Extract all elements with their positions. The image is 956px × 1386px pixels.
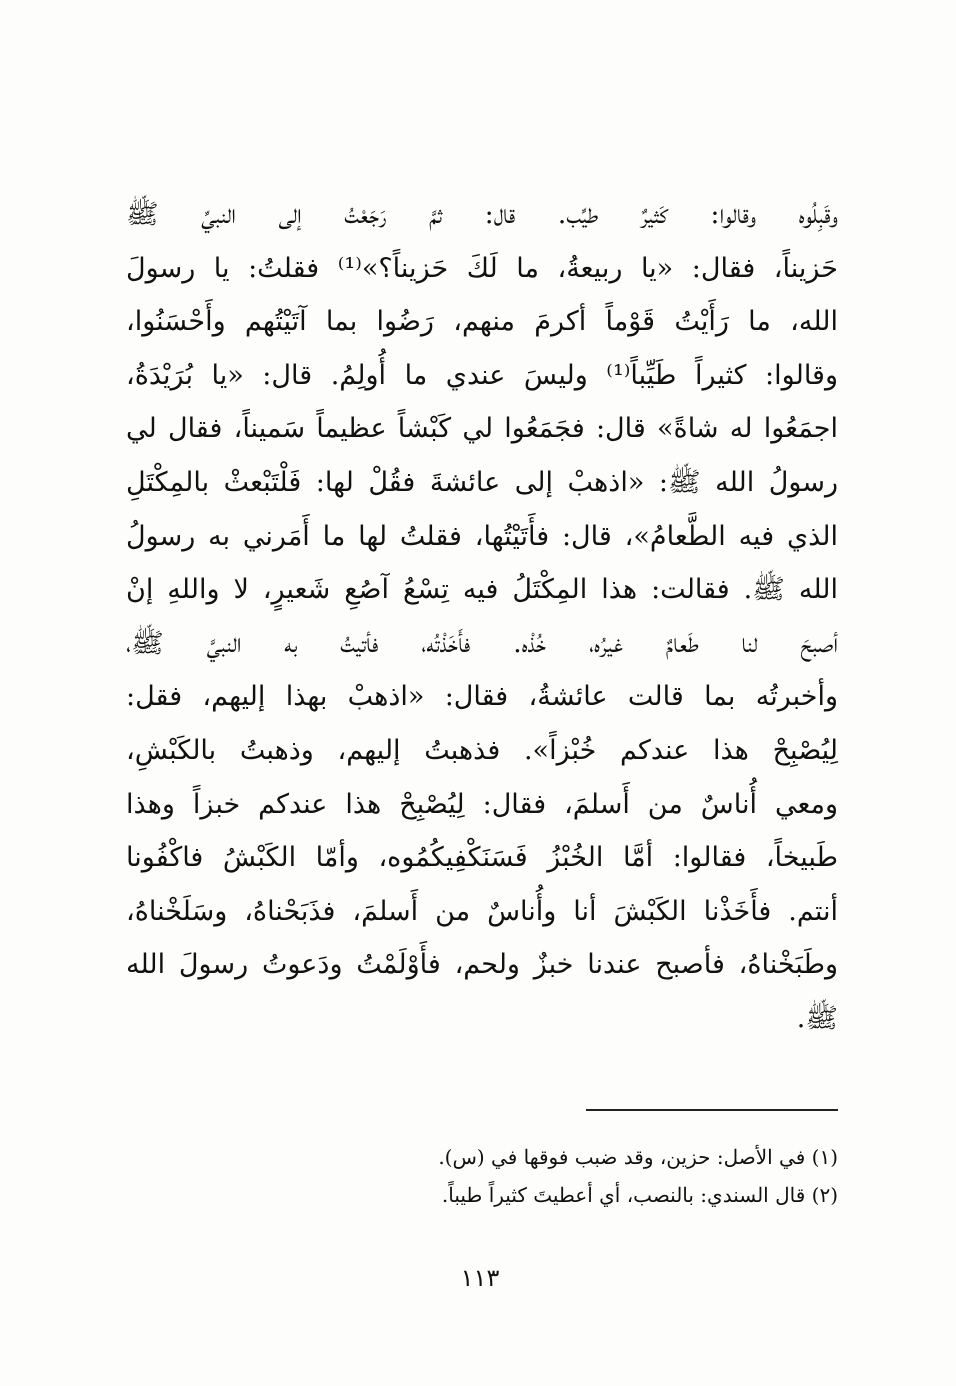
- text-line-11: لِيُصْبِحْ هذا عندكم خُبْزاً». فذهبتُ إليهم، وذهبتُ بالكَبْشِ،: [126, 734, 838, 766]
- main-text: [126, 188, 838, 1046]
- footnote-divider: [586, 1109, 838, 1111]
- text-line-13: طَبيخاً، فقالوا: أمَّا الخُبْزُ فَسَنَكْفِيكُمُوه، وأمّا الكَبْشُ فاكْفُونا: [126, 842, 838, 874]
- text-line-10: وأخبرتُه بما قالت عائشةُ، فقال: «اذهبْ بهذا إليهم، فقل:: [126, 681, 838, 713]
- text-line-4: وقالوا: كثيراً طَيِّباً⁽¹⁾ وليسَ عندي ما أُولِمُ. قال: «يا بُرَيْدَةُ،: [126, 359, 838, 391]
- text-line-3: الله، ما رَأَيْتُ قَوْماً أكرمَ منهم، رَضُوا بما آتَيْتُهم وأَحْسَنُوا،: [126, 306, 838, 338]
- text-line-5: اجمَعُوا له شاةً» قال: فجَمَعُوا لي كَبْشاً عظيماً سَميناً، فقال لي: [126, 413, 838, 445]
- text-line-12: ومعي أُناسٌ من أَسلمَ، فقال: لِيُصْبِحْ هذا عندكم خبزاً وهذا: [126, 788, 838, 820]
- text-line-7: الذي فيه الطَّعامُ»، قال: فأَتَيْتُها، فقلتُ لها ما أَمَرني به رسولُ: [126, 520, 838, 552]
- footnote-2: (٢) قال السندي: بالنصب، أي أعطيتَ كثيراً طيباً.: [441, 1183, 838, 1207]
- text-line-16: ﷺ.: [796, 1002, 838, 1034]
- text-line-9: أصبحَ لنا طَعامٌ غيرُه، خُذْه. فأَخَذْتُه، فأتيتُ به النبيَّ ﷺ،: [126, 627, 838, 659]
- footnote-1: (١) في الأصل: حزين، وقد ضبب فوقها في (س).: [438, 1145, 838, 1169]
- text-line-2: حَزيناً، فقال: «يا ربيعةُ، ما لَكَ حَزيناً؟»⁽¹⁾ فقلتُ: يا رسولَ: [126, 252, 839, 284]
- footnotes: [300, 1138, 838, 1214]
- text-line-15: وطَبَخْناهُ، فأصبح عندنا خبزٌ ولحم، فأَوْلَمْتُ ودَعوتُ رسولَ الله: [126, 949, 838, 981]
- text-line-8: الله ﷺ. فقالت: هذا المِكْتَلُ فيه تِسْعُ آصُعِ شَعيرٍ، لا واللهِ إنْ: [126, 574, 838, 606]
- text-line-6: رسولُ الله ﷺ: «اذهبْ إلى عائشةَ فقُلْ لها: فَلْتَبْعثْ بالمِكْتَلِ: [126, 466, 838, 498]
- text-line-1: وقَبِلُوه وقالوا: كَثيرٌ طيِّب. قال: ثمَّ رَجَعْتُ إلى النبيِّ ﷺ: [126, 199, 838, 230]
- page-number: ١١٣: [460, 1264, 500, 1292]
- text-line-14: أنتم. فأَخَذْنا الكَبْشَ أنا وأُناسٌ من أَسلمَ، فذَبَحْناهُ، وسَلَخْناهُ،: [126, 895, 838, 927]
